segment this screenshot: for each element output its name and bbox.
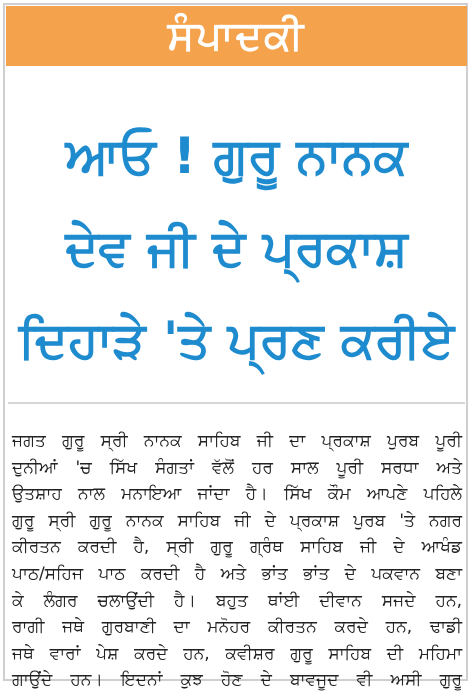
body-line: ਗੁਰੂ ਸ੍ਰੀ ਗੁਰੂ ਨਾਨਕ ਸਾਹਿਬ ਜੀ ਦੇ ਪ੍ਰਕਾਸ਼ ਪੁਰਬ 'ਤੇ ਨਗਰ (12, 510, 462, 531)
headline (10, 110, 463, 386)
body-line: ਗਾਉਂਦੇ ਹਨ। ਇਦਨਾਂ ਕੁਝ ਹੋਣ ਦੇ ਬਾਵਜੂਦ ਵੀ ਅਸੀ ਗੁਰੂ (12, 670, 462, 691)
body-line: ਰਾਗੀ ਜਥੇ ਗੁਰਬਾਣੀ ਦਾ ਮਨੋਹਰ ਕੀਰਤਨ ਕਰਦੇ ਹਨ, ਢਾਡੀ (12, 617, 462, 638)
body-line: ਕੀਰਤਨ ਕਰਦੀ ਹੈ, ਸ੍ਰੀ ਗੁਰੂ ਗ੍ਰੰਥ ਸਾਹਿਬ ਜੀ ਦੇ ਆਖੰਡ (12, 537, 462, 558)
headline-line: ਆਓ ! ਗੁਰੂ ਨਾਨਕ (65, 127, 408, 185)
body-line: ਦੁਨੀਆਂ 'ਚ ਸਿੱਖ ਸੰਗਤਾਂ ਵੱਲੋਂ ਹਰ ਸਾਲ ਪੂਰੀ ਸਰਧਾ ਅਤੇ (12, 457, 462, 478)
body-line: ਉਤਸ਼ਾਹ ਨਾਲ ਮਨਾਇਆ ਜਾਂਦਾ ਹੈ। ਸਿੱਖ ਕੌਮ ਆਪਣੇ ਪਹਿਲੇ (12, 484, 462, 505)
article-body (12, 428, 462, 691)
body-line: ਜਗਤ ਗੁਰੂ ਸ੍ਰੀ ਨਾਨਕ ਸਾਹਿਬ ਜੀ ਦਾ ਪ੍ਰਕਾਸ਼ ਪੁਰਬ ਪੂਰੀ (12, 431, 462, 451)
headline-line: ਦੇਵ ਜੀ ਦੇ ਪ੍ਰਕਾਸ਼ (65, 219, 408, 277)
section-banner (6, 6, 467, 66)
body-line: ਜਥੇ ਵਾਰਾਂ ਪੇਸ਼ ਕਰਦੇ ਹਨ, ਕਵੀਸ਼ਰ ਗੁਰੂ ਸਾਹਿਬ ਦੀ ਮਹਿਮਾ (12, 643, 462, 664)
body-line: ਕੇ ਲੰਗਰ ਚਲਾਉਂਦੀ ਹੈ। ਬਹੁਤ ਥਾਂਈ ਦੀਵਾਨ ਸਜਦੇ ਹਨ, (12, 590, 462, 611)
section-title: ਸੰਪਾਦਕੀ (167, 13, 306, 59)
divider (8, 402, 465, 404)
headline-line: ਦਿਹਾੜੇ 'ਤੇ ਪ੍ਰਣ ਕਰੀਏ (18, 311, 455, 369)
body-line: ਪਾਠ/ਸਹਿਜ ਪਾਠ ਕਰਦੀ ਹੈ ਅਤੇ ਭਾਂਤ ਭਾਂਤ ਦੇ ਪਕਵਾਨ ਬਣਾ (12, 563, 462, 584)
